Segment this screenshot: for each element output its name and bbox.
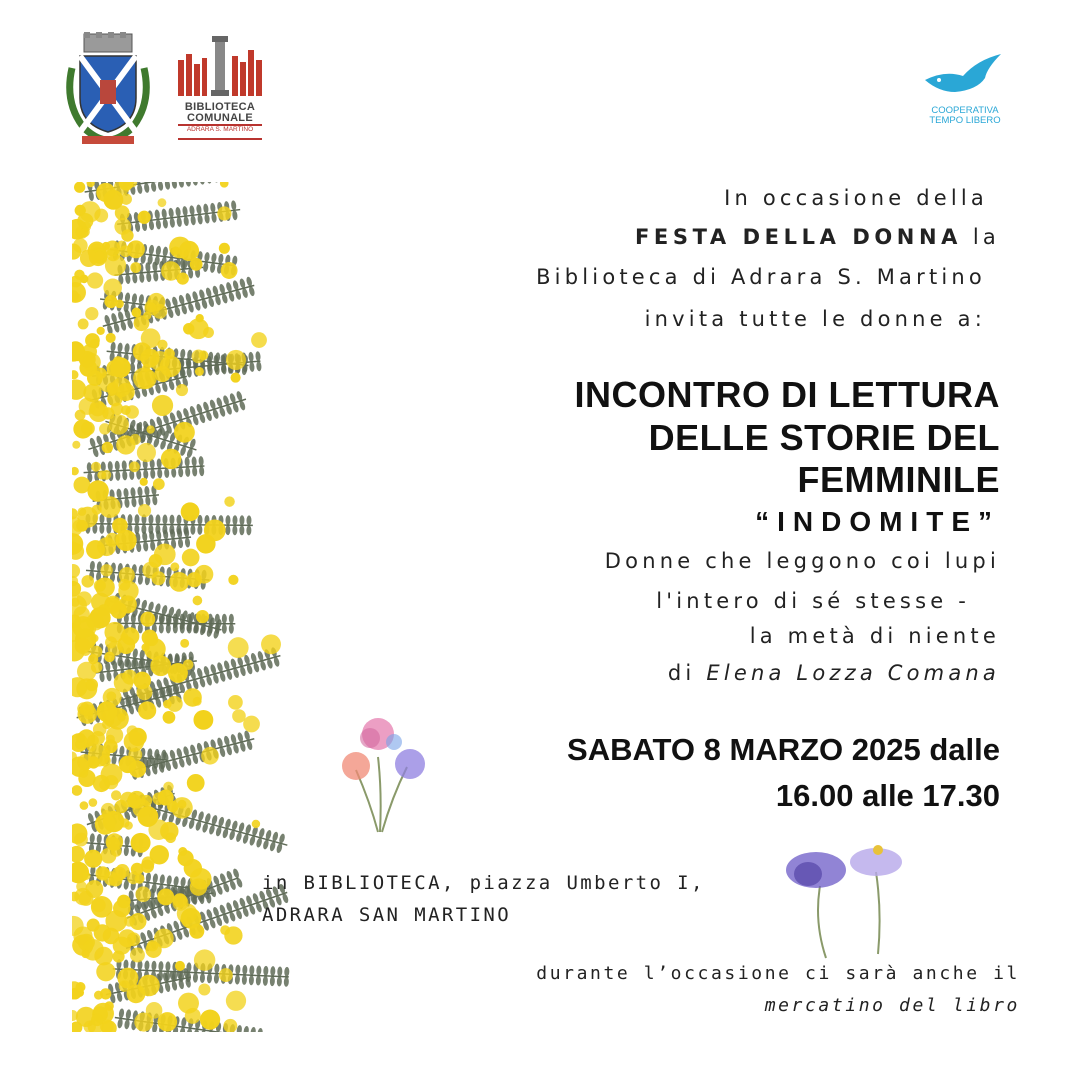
intro-event-line — [635, 225, 1000, 249]
mimosa-flower — [157, 888, 174, 905]
mimosa-flower — [176, 384, 188, 396]
mimosa-flower — [72, 441, 80, 449]
venue-address: in BIBLIOTECA, piazza Umberto I, — [262, 872, 705, 894]
mimosa-flower — [116, 435, 135, 454]
mimosa-flower — [146, 302, 156, 312]
mimosa-flower — [121, 229, 133, 241]
mimosa-flower — [77, 213, 93, 229]
mimosa-flower — [102, 442, 113, 453]
mimosa-flower — [193, 697, 202, 706]
mimosa-flower — [243, 716, 260, 733]
mimosa-flower — [97, 327, 105, 335]
subtitle-line: Donne che leggono coi lupi — [604, 549, 1000, 573]
mimosa-flower — [80, 249, 98, 267]
mimosa-flower — [158, 1012, 178, 1032]
mimosa-flower — [112, 950, 124, 962]
mimosa-flower — [103, 279, 122, 298]
mimosa-flower — [73, 419, 92, 438]
mimosa-flower — [163, 700, 172, 709]
additional-note: durante l’occasione ci sarà anche il — [536, 963, 1020, 984]
mimosa-flower — [195, 565, 214, 584]
mimosa-flower — [92, 898, 106, 912]
mimosa-flower — [103, 688, 122, 707]
cooperativa-logo-label: COOPERATIVA TEMPO LIBERO — [929, 105, 1001, 126]
mimosa-flower — [72, 616, 94, 638]
mimosa-flower — [157, 340, 167, 350]
intro-library-line: Biblioteca di Adrara S. Martino — [536, 265, 986, 289]
mimosa-flower — [77, 591, 92, 606]
mimosa-flower — [160, 822, 178, 840]
mimosa-flower — [130, 948, 145, 963]
title-line: DELLE STORIE DEL — [648, 417, 1000, 458]
mimosa-flower — [103, 190, 123, 210]
mimosa-flower — [204, 519, 226, 541]
mimosa-flower — [99, 423, 110, 434]
mimosa-flower — [182, 549, 200, 567]
mimosa-flower — [89, 798, 98, 807]
subtitle-line: la metà di niente — [749, 624, 1000, 648]
mimosa-flower — [84, 850, 102, 868]
mimosa-flower — [200, 1010, 220, 1030]
mimosa-flower — [102, 720, 111, 729]
mimosa-flower — [163, 711, 176, 724]
mimosa-flower — [124, 731, 145, 752]
mimosa-flower — [104, 1001, 113, 1010]
mimosa-flower — [161, 449, 182, 470]
books-icon — [176, 30, 264, 98]
event-date: SABATO 8 MARZO 2025 dalle — [567, 732, 1000, 767]
mimosa-flower — [179, 241, 199, 261]
author-prefix: di — [667, 661, 707, 685]
mimosa-flower — [195, 367, 204, 376]
mimosa-flower — [85, 880, 103, 898]
author-name: Elena Lozza Comana — [706, 661, 1000, 685]
bird-icon — [915, 50, 1015, 102]
title-book-name: “INDOMITE” — [755, 506, 1000, 537]
mimosa-flower — [193, 596, 203, 606]
mimosa-flower — [183, 659, 194, 670]
mimosa-flower — [232, 709, 246, 723]
mimosa-flower — [115, 530, 136, 551]
mimosa-flower — [141, 643, 149, 651]
mimosa-flower — [131, 833, 151, 853]
mimosa-flower — [189, 924, 204, 939]
mimosa-flower — [178, 850, 194, 866]
mimosa-flower — [111, 790, 121, 800]
mimosa-flower — [87, 272, 103, 288]
author-line — [668, 661, 1000, 685]
mimosa-flower — [94, 580, 106, 592]
mimosa-flower — [74, 182, 85, 193]
mimosa-flower — [251, 332, 267, 348]
mimosa-flower — [76, 982, 86, 992]
mimosa-flower — [180, 639, 189, 648]
mimosa-flower — [138, 806, 159, 827]
mimosa-flower — [129, 913, 146, 930]
mimosa-flower — [72, 564, 80, 578]
mimosa-flower — [75, 733, 85, 743]
mimosa-flower — [130, 262, 141, 273]
mimosa-leaf — [100, 276, 257, 336]
mimosa-flower — [167, 801, 179, 813]
mimosa-flower — [91, 1014, 103, 1026]
mimosa-flower — [231, 373, 241, 383]
mimosa-flower — [190, 878, 207, 895]
mimosa-flower — [72, 846, 85, 863]
watercolor-daisies-icon — [780, 842, 912, 960]
mimosa-flower — [72, 467, 79, 476]
mimosa-flower — [220, 925, 230, 935]
mimosa-flower — [119, 756, 137, 774]
mimosa-flower — [194, 949, 215, 970]
mimosa-flower — [106, 727, 123, 744]
mimosa-flower — [77, 704, 97, 724]
mimosa-flower — [261, 634, 281, 654]
mimosa-flower — [175, 961, 185, 971]
mimosa-flower — [142, 562, 159, 579]
mimosa-flower — [83, 384, 101, 402]
mimosa-flower — [172, 895, 188, 911]
intro-line: In occasione della — [724, 186, 988, 210]
mimosa-flower — [219, 968, 233, 982]
mimosa-flower — [88, 654, 98, 664]
mimosa-flower — [104, 295, 117, 308]
mimosa-flower — [72, 785, 82, 796]
mimosa-flower — [198, 983, 210, 995]
mimosa-flower — [196, 610, 209, 623]
mimosa-flower — [153, 478, 165, 490]
mimosa-flower — [93, 775, 110, 792]
mimosa-flower — [129, 461, 140, 472]
mimosa-flower — [85, 307, 98, 320]
mimosa-flower — [181, 502, 200, 521]
mimosa-flower — [152, 792, 165, 805]
mimosa-flower — [97, 470, 106, 479]
mimosa-flower — [127, 794, 141, 808]
mimosa-flower — [115, 800, 128, 813]
mimosa-flower — [226, 991, 246, 1011]
mimosa-flower — [152, 395, 173, 416]
mimosa-flower — [135, 874, 145, 884]
event-time: 16.00 alle 17.30 — [775, 778, 1000, 813]
mimosa-flower — [105, 910, 127, 932]
mimosa-flower — [133, 672, 151, 690]
mimosa-flower — [228, 637, 249, 658]
mimosa-flower — [193, 710, 213, 730]
mimosa-flower — [82, 872, 90, 880]
mimosa-flower — [72, 370, 79, 379]
mimosa-flower — [96, 962, 115, 981]
mimosa-flower — [74, 270, 84, 280]
mimosa-flower — [117, 383, 135, 401]
mimosa-flower — [100, 564, 112, 576]
mimosa-flower — [117, 240, 127, 250]
mimosa-flower — [107, 382, 118, 393]
mimosa-flower — [105, 255, 126, 276]
mimosa-flower — [141, 860, 154, 873]
mimosa-flower — [78, 507, 87, 516]
mimosa-flower — [115, 299, 124, 308]
mimosa-flower — [196, 314, 204, 322]
biblioteca-logo-title: BIBLIOTECA COMUNALE — [184, 101, 256, 124]
mimosa-flower — [80, 801, 89, 810]
mimosa-flower — [142, 364, 150, 372]
mimosa-flower — [170, 562, 179, 571]
mimosa-flower — [201, 747, 219, 765]
mimosa-flower — [178, 993, 199, 1014]
mimosa-flower — [115, 864, 129, 878]
mimosa-flower — [119, 980, 131, 992]
mimosa-flower — [146, 425, 154, 433]
mimosa-flower — [95, 251, 105, 261]
mimosa-flower — [169, 572, 189, 592]
mimosa-flower — [138, 701, 156, 719]
mimosa-flower — [103, 811, 124, 832]
mimosa-flower — [140, 478, 148, 486]
mimosa-flower — [199, 350, 209, 360]
mimosa-flower — [119, 567, 135, 583]
mimosa-flower — [252, 820, 260, 828]
mimosa-flower — [137, 443, 156, 462]
mimosa-flower — [94, 991, 103, 1000]
subtitle-line: l'intero di sé stesse - — [656, 589, 970, 613]
mimosa-flower — [223, 1019, 237, 1032]
mimosa-flower — [138, 975, 160, 997]
intro-invite-line: invita tutte le donne a: — [644, 307, 986, 331]
mimosa-flower — [121, 627, 139, 645]
mimosa-flower — [77, 754, 93, 770]
mimosa-flower — [97, 537, 116, 556]
mimosa-flower — [81, 950, 89, 958]
mimosa-flower — [138, 504, 151, 517]
mimosa-flower — [138, 211, 151, 224]
mimosa-flower — [135, 886, 151, 902]
mimosa-flower — [224, 496, 235, 507]
mimosa-flower — [87, 370, 103, 386]
mimosa-flower — [104, 652, 115, 663]
mimosa-flower — [91, 462, 101, 472]
mimosa-flower — [76, 678, 97, 699]
book-market-note: mercatino del libro — [764, 995, 1020, 1016]
mimosa-flower — [118, 581, 138, 601]
mimosa-flower — [117, 895, 131, 909]
mimosa-flower — [111, 403, 123, 415]
mimosa-flower — [85, 333, 100, 348]
mimosa-flower — [106, 837, 120, 851]
mimosa-flower — [140, 612, 155, 627]
mimosa-flower — [164, 348, 175, 359]
mimosa-flower — [228, 695, 243, 710]
municipal-crest-icon — [62, 28, 154, 148]
biblioteca-comunale-logo — [176, 30, 264, 148]
mimosa-flower — [158, 198, 167, 207]
mimosa-flower — [145, 942, 161, 958]
mimosa-flower — [106, 333, 116, 343]
mimosa-flower — [89, 402, 109, 422]
mimosa-flower — [106, 360, 122, 376]
title-line: FEMMINILE — [797, 459, 1000, 500]
mimosa-flower — [102, 750, 110, 758]
mimosa-flower — [220, 182, 229, 188]
mimosa-flower — [150, 655, 171, 676]
mimosa-flower — [217, 206, 231, 220]
mimosa-flower — [75, 638, 91, 654]
mimosa-flower — [177, 272, 189, 284]
mimosa-flower — [77, 662, 96, 681]
mimosa-flower — [228, 575, 238, 585]
venue-town: ADRARA SAN MARTINO — [262, 904, 512, 926]
mimosa-flower — [99, 496, 121, 518]
mimosa-flower — [187, 774, 205, 792]
mimosa-flower — [174, 422, 195, 443]
mimosa-flower — [226, 350, 246, 370]
mimosa-flower — [78, 934, 95, 951]
mimosa-flower — [94, 209, 108, 223]
mimosa-flower — [221, 262, 238, 279]
event-name: FESTA DELLA DONNA — [634, 225, 963, 249]
mimosa-flower — [150, 845, 169, 864]
mimosa-flower — [78, 319, 89, 330]
mimosa-flower — [132, 308, 142, 318]
watercolor-flowers-icon — [332, 712, 438, 837]
title-line: INCONTRO DI LETTURA — [574, 374, 1000, 415]
cooperativa-tempo-libero-logo — [915, 50, 1015, 132]
intro-suffix: la — [962, 225, 1000, 249]
mimosa-flower — [91, 731, 105, 745]
mimosa-flower — [219, 243, 230, 254]
mimosa-flower — [118, 929, 136, 947]
mimosa-flower — [178, 800, 187, 809]
mimosa-flower — [74, 833, 88, 847]
biblioteca-logo-subtitle: ADRARA S. MARTINO — [186, 126, 254, 133]
logo-divider — [178, 138, 262, 140]
mimosa-flower — [81, 575, 94, 588]
